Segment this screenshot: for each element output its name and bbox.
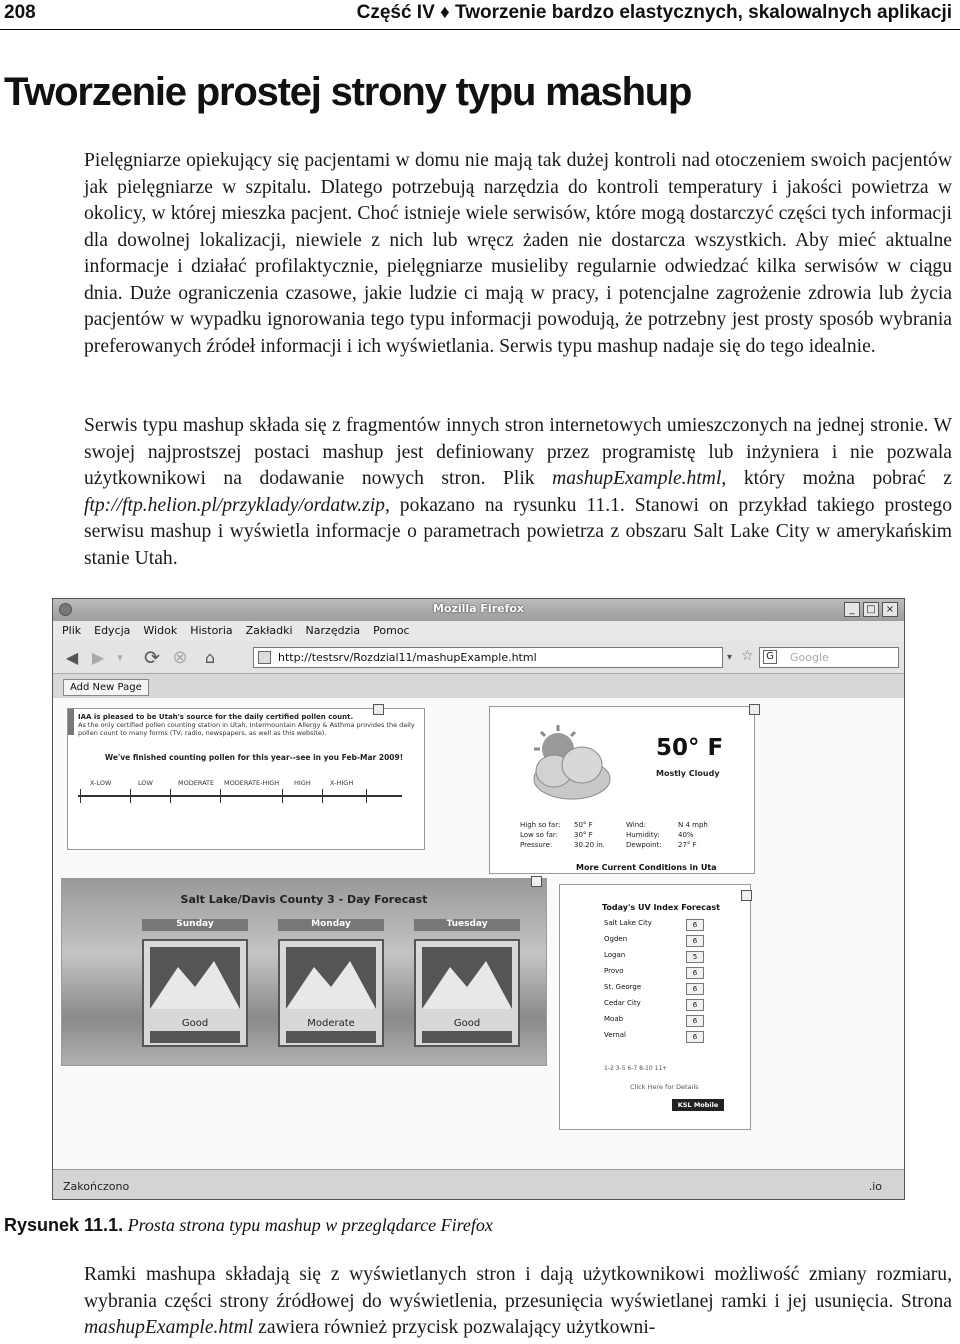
status-text: Zakończono <box>63 1180 130 1193</box>
menu-bar <box>53 621 904 641</box>
uv-city: Moab <box>604 1015 624 1023</box>
air-quality: Good <box>453 1018 481 1029</box>
status-right: .io <box>868 1180 882 1193</box>
chapter-title: Część IV ♦ Tworzenie bardzo elastycznych, skalowalnych aplikacji <box>356 2 952 23</box>
window-title: Mozilla Firefox <box>432 602 525 615</box>
ftp-link: ftp://ftp.helion.pl/przyklady/ordatw.zip <box>84 494 385 516</box>
uv-title: Today's UV Index Forecast <box>602 903 720 912</box>
uv-value: 6 <box>686 967 704 979</box>
more-conditions-link[interactable]: More Current Conditions in Uta <box>576 863 717 872</box>
forecast-card <box>414 939 520 1047</box>
forecast-card <box>278 939 384 1047</box>
mashup-content <box>53 698 904 1169</box>
navigation-toolbar <box>53 641 904 674</box>
stop-icon[interactable]: ⊗ <box>172 647 188 668</box>
uv-row <box>604 951 716 964</box>
mountain-icon <box>286 947 376 1009</box>
uv-city: St. George <box>604 983 642 991</box>
file-name: mashupExample.html <box>84 1317 254 1338</box>
paragraph-1: Pielęgniarze opiekujący się pacjentami w domu nie mają tak dużej kontroli nad otoczeniem swoich pacjentów jak pielęgniarze w szpitalu. Dlatego potrzebują narzędzia do kontroli temperatury i jakości powietrza w okolicy, w której mieszka pacjent. Choć istnieje wiele serwisów, które mogą dostarczyć części tych informacji dla dowolnej lokalizacji, niewiele z nich lub wręcz żaden nie dostarcza wszystkich. Aby mieć aktualne informacje i działać profilaktycznie, pielęgniarze musieliby regularnie odwiedzać kilka serwisów w ciągu dnia. Duże ograniczenia czasowe, jakie ludzie ci mają w pracy, i potencjalne zagrożenie zdrowia lub życia pacjentów w wypadku ignorowania tego typu informacji powodują, że potrzebny jest prosty sposób wybrania preferowanych źródeł informacji i ich wyświetlania. Serwis typu mashup nadaje się do tego idealnie. <box>84 150 952 357</box>
uv-value: 6 <box>686 1031 704 1043</box>
weather-frame <box>489 706 755 874</box>
add-new-page-button[interactable]: Add New Page <box>63 679 149 696</box>
detail-label: Humidity: <box>626 831 660 839</box>
ksl-mobile-logo: KSL Mobile <box>672 1099 724 1111</box>
uv-city: Provo <box>604 967 624 975</box>
scale-tick <box>220 789 221 803</box>
status-bar <box>53 1169 904 1200</box>
forecast-day: Tuesday <box>414 919 520 931</box>
detail-label: Pressure: <box>520 841 553 849</box>
uv-row <box>604 983 716 996</box>
mountain-icon <box>150 947 240 1009</box>
pollen-headline: We've finished counting pollen for this year--see in you Feb-Mar 2009! <box>104 753 404 762</box>
condition: Mostly Cloudy <box>656 769 720 778</box>
search-engine-icon[interactable]: G <box>763 650 777 664</box>
uv-city: Logan <box>604 951 626 959</box>
uv-value: 6 <box>686 919 704 931</box>
scale-label: MODERATE-HIGH <box>224 779 280 787</box>
scale-line <box>78 795 402 797</box>
detail-value: 50° F <box>574 821 593 829</box>
firefox-screenshot <box>52 598 905 1200</box>
detail-label: Wind: <box>626 821 646 829</box>
address-text: http://testsrv/Rozdzial11/mashupExample.html <box>278 651 537 664</box>
caption-text: Prosta strona typu mashup w przeglądarce Firefox <box>127 1215 493 1235</box>
detail-label: High so far: <box>520 821 561 829</box>
search-placeholder: Google <box>790 651 829 664</box>
pollen-scale <box>70 779 422 819</box>
section-heading: Tworzenie prostej strony typu mashup <box>4 70 692 114</box>
uv-details-link[interactable]: Click Here for Details <box>630 1083 699 1091</box>
uv-legend: 1-2 3-5 6-7 8-10 11+ <box>604 1065 668 1072</box>
frame-close-icon[interactable] <box>741 890 752 901</box>
menu-historia[interactable]: Historia <box>190 624 233 637</box>
detail-value: 27° F <box>678 841 697 849</box>
minimize-button[interactable]: _ <box>844 602 860 617</box>
paragraph-2-text-b: , który można pobrać z <box>721 468 952 489</box>
tab-bar <box>53 674 904 698</box>
file-name: mashupExample.html <box>552 468 722 489</box>
uv-row <box>604 935 716 948</box>
scale-label: X-HIGH <box>330 779 354 787</box>
detail-value: 40% <box>678 831 694 839</box>
detail-value: 30° F <box>574 831 593 839</box>
home-icon[interactable]: ⌂ <box>204 648 216 667</box>
paragraph-3 <box>84 1262 952 1342</box>
forecast-card <box>142 939 248 1047</box>
scale-tick <box>366 789 367 803</box>
uv-row <box>604 967 716 980</box>
uv-value: 5 <box>686 951 704 963</box>
detail-label: Dewpoint: <box>626 841 662 849</box>
uv-value: 6 <box>686 983 704 995</box>
paragraph-2 <box>84 413 952 572</box>
uv-value: 6 <box>686 1015 704 1027</box>
air-quality: Moderate <box>307 1018 355 1029</box>
paragraph-2-text-c: , pokazano na rysunku 11.1. Stanowi on przykład takiego prostego serwisu mashup i wyświetla informacje o parametrach powietrza z obszaru Salt Lake City w amerykańskim stanie Utah. <box>84 494 952 569</box>
figure-caption <box>4 1215 493 1236</box>
uv-value: 6 <box>686 935 704 947</box>
uv-city: Vernal <box>604 1031 626 1039</box>
search-box[interactable] <box>759 647 899 668</box>
uv-city: Cedar City <box>604 999 641 1007</box>
quality-bar <box>286 1031 376 1043</box>
window-buttons <box>844 602 898 617</box>
menu-plik[interactable]: Plik <box>62 624 82 637</box>
back-icon[interactable]: ◀ <box>65 648 79 667</box>
cloud-sun-icon <box>512 723 622 809</box>
mountain-icon <box>422 947 512 1009</box>
caption-label: Rysunek 11.1. <box>4 1215 124 1235</box>
frame-close-icon[interactable] <box>749 704 760 715</box>
detail-value: 30.20 in. <box>574 841 605 849</box>
scale-tick <box>130 789 131 803</box>
address-bar[interactable] <box>253 647 723 668</box>
scale-label: X-LOW <box>90 779 112 787</box>
paragraph-3-text-a: Ramki mashupa składają się z wyświetlanych stron i dają użytkownikowi możliwość zmiany rozmiaru, wybrania części strony źródłowej do wyświetlenia, przesunięcia wyświetlanej ramki i jej usunięcia. Strona <box>84 1264 952 1312</box>
forecast-title: Salt Lake/Davis County 3 - Day Forecast <box>180 893 428 906</box>
frame-close-icon[interactable] <box>373 704 384 715</box>
forecast-day: Sunday <box>142 919 248 931</box>
scale-tick <box>170 789 171 803</box>
uv-row <box>604 999 716 1012</box>
scale-label: HIGH <box>294 779 311 787</box>
menu-narzedzia[interactable]: Narzędzia <box>305 624 361 637</box>
page-icon <box>258 651 271 664</box>
uv-row <box>604 1015 716 1028</box>
url-dropdown-icon[interactable]: ▾ <box>727 652 733 663</box>
maximize-button[interactable]: □ <box>863 602 879 617</box>
menu-pomoc[interactable]: Pomoc <box>373 624 410 637</box>
forward-icon[interactable]: ▶ <box>91 648 105 667</box>
pollen-frame <box>67 708 425 850</box>
close-button[interactable]: × <box>882 602 898 617</box>
temperature: 50° F <box>656 735 724 761</box>
detail-value: N 4 mph <box>678 821 708 829</box>
uv-row <box>604 919 716 932</box>
pollen-line-1: IAA is pleased to be Utah's source for the daily certified pollen count. <box>78 713 354 721</box>
dropdown-icon[interactable]: ▾ <box>117 651 123 664</box>
menu-zakladki[interactable]: Zakładki <box>245 624 293 637</box>
uv-city: Ogden <box>604 935 628 943</box>
scale-tick <box>322 789 323 803</box>
uv-value: 6 <box>686 999 704 1011</box>
uv-frame <box>559 884 751 1130</box>
reload-icon[interactable]: ⟳ <box>144 647 160 669</box>
forecast-frame <box>61 878 547 1066</box>
pollen-text <box>78 713 428 737</box>
page-number: 208 <box>4 2 36 23</box>
scale-label: LOW <box>138 779 153 787</box>
pollen-line-2: As the only certified pollen counting station in Utah, Intermountain Allergy & Asthma provides the daily pollen count to many forms (TV, radio, newspapers, as well as this website). <box>78 721 415 737</box>
paragraph-2-text-a: Serwis typu mashup składa się z fragmentów innych stron internetowych umieszczonych na jednej stronie. W swojej najprostszej postaci mashup jest definiowany przez programistę lub inżyniera i nie pozwala użytkownikowi na dodawanie nowych stron. Plik <box>84 415 952 489</box>
uv-row <box>604 1031 716 1044</box>
frame-close-icon[interactable] <box>531 876 542 887</box>
paragraph-3-text-b: zawiera również przycisk pozwalający użytkowni- <box>253 1317 656 1338</box>
air-quality: Good <box>181 1018 209 1029</box>
running-header <box>0 0 960 30</box>
scale-tick <box>282 789 283 803</box>
menu-widok[interactable]: Widok <box>143 624 178 637</box>
menu-edycja[interactable]: Edycja <box>94 624 131 637</box>
bookmark-star-icon[interactable]: ☆ <box>741 648 754 664</box>
forecast-day: Monday <box>278 919 384 931</box>
detail-label: Low so far: <box>520 831 559 839</box>
quality-bar <box>150 1031 240 1043</box>
uv-city: Salt Lake City <box>604 919 652 927</box>
quality-bar <box>422 1031 512 1043</box>
scale-label: MODERATE <box>178 779 215 787</box>
title-bar <box>53 599 904 621</box>
pollen-scrollbar[interactable] <box>68 709 74 735</box>
scale-tick <box>80 789 81 803</box>
